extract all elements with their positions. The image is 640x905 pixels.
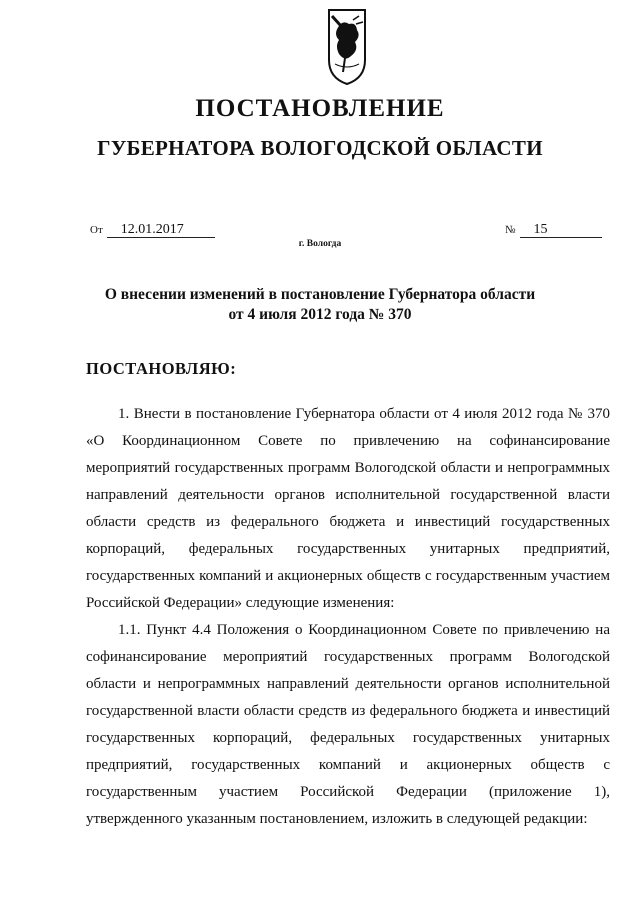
paragraph-1-1: 1.1. Пункт 4.4 Положения о Координационном Совете по привлечению на софинансирование мероприятий государственных программ Вологодской области и непрограммных направлений деятельности органов исполнительной государственной власти области средств из федерального бюджета и инвестиций государственных корпораций, федеральных государственных унитарных предприятий, государственных компаний и акционерных обществ с государственным участием Российской Федерации (приложение 1), утвержденного указанным постановлением, изложить в следующей редакции: [86, 622, 610, 827]
date-field [90, 221, 215, 238]
coat-of-arms-emblem [323, 6, 371, 86]
document-subtitle: ГУБЕРНАТОРА ВОЛОГОДСКОЙ ОБЛАСТИ [97, 136, 543, 160]
number-value: 15 [520, 222, 602, 238]
number-field [505, 221, 602, 238]
decree-heading: ПОСТАНОВЛЯЮ: [86, 359, 237, 378]
date-prefix: От [90, 224, 103, 236]
number-prefix: № [505, 224, 516, 236]
subject-line-2: от 4 июля 2012 года № 370 [228, 306, 412, 323]
paragraph-1: 1. Внести в постановление Губернатора области от 4 июля 2012 года № 370 «О Координационном Совете по привлечению на софинансирование мероприятий государственных программ Вологодской области и непрограммных направлений деятельности органов исполнительной государственной власти области средств из федерального бюджета и инвестиций государственных корпораций, федеральных государственных унитарных предприятий, государственных компаний и акционерных обществ с государственным участием Российской Федерации» следующие изменения: [86, 406, 610, 611]
document-subject [0, 285, 640, 325]
document-body [86, 401, 610, 833]
subject-line-1: О внесении изменений в постановление Губернатора области [104, 286, 536, 303]
city-label: г. Вологда [298, 239, 342, 249]
date-value: 12.01.2017 [107, 222, 215, 238]
document-title: ПОСТАНОВЛЕНИЕ [195, 95, 445, 122]
